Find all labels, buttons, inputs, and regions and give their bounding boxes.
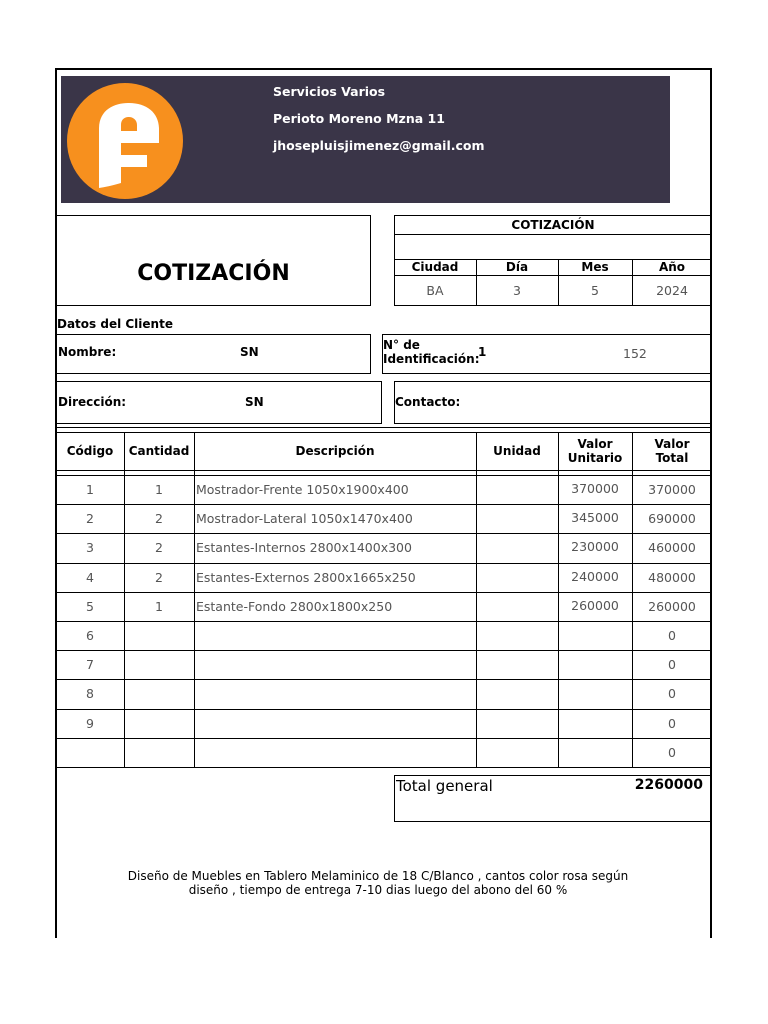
cell-total: 260000: [648, 598, 696, 614]
table-row: [56, 650, 712, 679]
table-row: [56, 475, 712, 504]
company-name: Servicios Varios: [273, 84, 386, 99]
client-address-label: Dirección:: [58, 395, 127, 409]
table-row: [56, 738, 712, 767]
page-title: COTIZACIÓN: [137, 260, 290, 286]
col-header-cantidad: Cantidad: [128, 444, 190, 458]
cell-descripcion: [194, 709, 476, 738]
cell-total: 460000: [648, 540, 696, 556]
cell-unitario: 240000: [571, 568, 619, 584]
cell-descripcion: Estantes-Externos 2800x1665x250: [196, 569, 416, 585]
cell-unidad: [476, 533, 558, 562]
cell-codigo: 3: [86, 540, 94, 556]
table-row: [56, 709, 712, 738]
cell-cantidad: [124, 709, 194, 738]
mes-header: Mes: [581, 260, 609, 274]
col-header-valor-unitario: Valor Unitario: [567, 437, 623, 465]
cell-cantidad: [124, 650, 194, 679]
cell-unidad: [476, 679, 558, 708]
col-header-unidad: Unidad: [493, 444, 541, 458]
col-header-descripcion: Descripción: [295, 444, 375, 458]
cell-descripcion: Estante-Fondo 2800x1800x250: [196, 598, 393, 614]
cell-unidad: [476, 475, 558, 504]
cell-total: 0: [668, 744, 676, 760]
cell-unidad: [476, 650, 558, 679]
anio-value: 2024: [656, 283, 688, 298]
cell-unidad: [476, 504, 558, 533]
cell-total: 480000: [648, 569, 696, 585]
cell-cantidad: [124, 621, 194, 650]
quote-notes: Diseño de Muebles en Tablero Melaminico de 18 C/Blanco , cantos color rosa según diseño , tiempo de entrega 7-10 dias luego del abono del 60 %: [127, 869, 629, 897]
cell-cantidad: [124, 738, 194, 767]
cell-unidad: [476, 592, 558, 621]
items-table: [56, 427, 712, 768]
company-email: jhosepluisjimenez@gmail.com: [273, 138, 485, 153]
client-id-number: 152: [623, 346, 647, 361]
company-logo: [67, 83, 183, 199]
client-contact-label: Contacto:: [395, 395, 461, 409]
anio-header: Año: [658, 260, 686, 274]
cell-codigo: 9: [86, 715, 94, 731]
cell-codigo: 7: [86, 657, 94, 673]
cell-unidad: [476, 621, 558, 650]
dia-value: 3: [513, 283, 521, 298]
total-label: Total general: [396, 777, 493, 795]
client-id-value: 1: [478, 345, 487, 359]
cell-cantidad: 1: [155, 598, 163, 614]
cell-total: 0: [668, 628, 676, 644]
cell-cantidad: 1: [155, 482, 163, 498]
cell-unitario: 230000: [571, 539, 619, 555]
cell-descripcion: [194, 650, 476, 679]
table-row: [56, 504, 712, 533]
table-row: [56, 679, 712, 708]
cell-unidad: [476, 563, 558, 592]
cell-codigo: 5: [86, 598, 94, 614]
dia-header: Día: [505, 260, 529, 274]
cell-unitario: [558, 738, 632, 767]
cell-unitario: [558, 621, 632, 650]
cell-unitario: [558, 679, 632, 708]
cell-unitario: [558, 650, 632, 679]
cell-descripcion: Mostrador-Lateral 1050x1470x400: [196, 511, 413, 527]
cell-descripcion: [194, 738, 476, 767]
table-row: [56, 592, 712, 621]
ciudad-header: Ciudad: [411, 260, 459, 274]
cell-codigo: 4: [86, 569, 94, 585]
cell-unidad: [476, 738, 558, 767]
client-section-label: Datos del Cliente: [57, 317, 173, 331]
quote-heading: COTIZACIÓN: [511, 217, 595, 232]
cell-codigo: 2: [86, 511, 94, 527]
ciudad-value: BA: [426, 283, 444, 298]
cell-codigo: 8: [86, 686, 94, 702]
cell-descripcion: [194, 679, 476, 708]
cell-total: 0: [668, 657, 676, 673]
cell-cantidad: [124, 679, 194, 708]
cell-descripcion: [194, 621, 476, 650]
cell-codigo: [56, 738, 124, 767]
client-name-value: SN: [240, 345, 259, 359]
col-header-valor-total: Valor Total: [654, 437, 690, 465]
cell-descripcion: Estantes-Internos 2800x1400x300: [196, 540, 412, 556]
table-row: [56, 533, 712, 562]
cell-unidad: [476, 709, 558, 738]
cell-unitario: 345000: [571, 510, 619, 526]
cell-total: 370000: [648, 482, 696, 498]
col-header-codigo: Código: [66, 444, 114, 458]
table-row: [56, 563, 712, 592]
cell-descripcion: Mostrador-Frente 1050x1900x400: [196, 482, 409, 498]
cell-cantidad: 2: [155, 540, 163, 556]
mes-value: 5: [591, 283, 599, 298]
client-address-value: SN: [245, 395, 264, 409]
company-address: Perioto Moreno Mzna 11: [273, 111, 445, 126]
cell-total: 0: [668, 686, 676, 702]
cell-codigo: 1: [86, 482, 94, 498]
cell-cantidad: 2: [155, 569, 163, 585]
cell-unitario: 260000: [571, 597, 619, 613]
cell-codigo: 6: [86, 628, 94, 644]
cell-unitario: [558, 709, 632, 738]
cell-total: 690000: [648, 511, 696, 527]
table-body: [56, 475, 712, 767]
cell-total: 0: [668, 715, 676, 731]
total-value: 2260000: [634, 777, 703, 793]
client-id-label: N° de Identificación:: [383, 338, 480, 366]
cell-unitario: 370000: [571, 481, 619, 496]
table-row: [56, 621, 712, 650]
client-name-label: Nombre:: [58, 345, 117, 359]
cell-cantidad: 2: [155, 511, 163, 527]
